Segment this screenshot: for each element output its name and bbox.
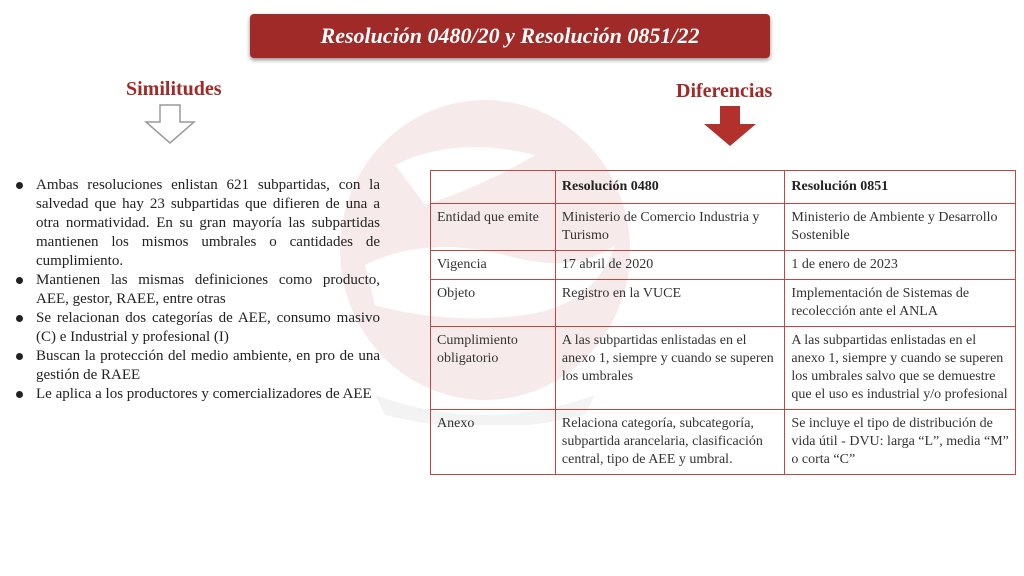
diferencias-heading: Diferencias [676, 80, 773, 102]
cell-0851: A las subpartidas enlistadas en el anexo 1, siempre y cuando se superen los umbrales salvo que se demuestre que el uso es industrial y/o profesional [785, 327, 1016, 410]
list-item: Se relacionan dos categorías de AEE, consumo masivo (C) e Industrial y profesional (I) [14, 309, 380, 347]
page-title: Resolución 0480/20 y Resolución 0851/22 [250, 14, 770, 58]
differences-table [430, 170, 1016, 475]
down-arrow-outline-icon [144, 104, 196, 144]
list-item: Buscan la protección del medio ambiente, en pro de una gestión de RAEE [14, 347, 380, 385]
cell-0851: Se incluye el tipo de distribución de vida útil - DVU: larga “L”, media “M” o corta “C” [785, 410, 1016, 475]
cell-0480: A las subpartidas enlistadas en el anexo 1, siempre y cuando se superen los umbrales [555, 327, 785, 410]
header-cell-0851: Resolución 0851 [785, 171, 1016, 204]
similitudes-heading: Similitudes [126, 78, 222, 100]
similitudes-list [14, 176, 380, 404]
table-row [431, 280, 1016, 327]
cell-0851: Implementación de Sistemas de recolección ante el ANLA [785, 280, 1016, 327]
down-arrow-filled-icon [704, 106, 756, 146]
header-cell-0480: Resolución 0480 [555, 171, 785, 204]
row-label: Vigencia [431, 251, 556, 280]
table-header-row [431, 171, 1016, 204]
table-row [431, 251, 1016, 280]
table-row [431, 410, 1016, 475]
cell-0480: 17 abril de 2020 [555, 251, 785, 280]
cell-0480: Relaciona categoría, subcategoría, subpartida arancelaria, clasificación central, tipo de AEE y umbral. [555, 410, 785, 475]
row-label: Cumplimiento obligatorio [431, 327, 556, 410]
cell-0480: Ministerio de Comercio Industria y Turismo [555, 204, 785, 251]
list-item: Ambas resoluciones enlistan 621 subpartidas, con la salvedad que hay 23 subpartidas que difieren de una a otra normatividad. En su gran mayoría las subpartidas mantienen los mismos umbrales o cantidades de cumplimiento. [14, 176, 380, 271]
row-label: Entidad que emite [431, 204, 556, 251]
row-label: Anexo [431, 410, 556, 475]
table-row [431, 204, 1016, 251]
cell-0851: Ministerio de Ambiente y Desarrollo Sostenible [785, 204, 1016, 251]
list-item: Le aplica a los productores y comercializadores de AEE [14, 385, 380, 404]
cell-0851: 1 de enero de 2023 [785, 251, 1016, 280]
list-item: Mantienen las mismas definiciones como producto, AEE, gestor, RAEE, entre otras [14, 271, 380, 309]
row-label: Objeto [431, 280, 556, 327]
table-row [431, 327, 1016, 410]
cell-0480: Registro en la VUCE [555, 280, 785, 327]
header-cell-empty [431, 171, 556, 204]
